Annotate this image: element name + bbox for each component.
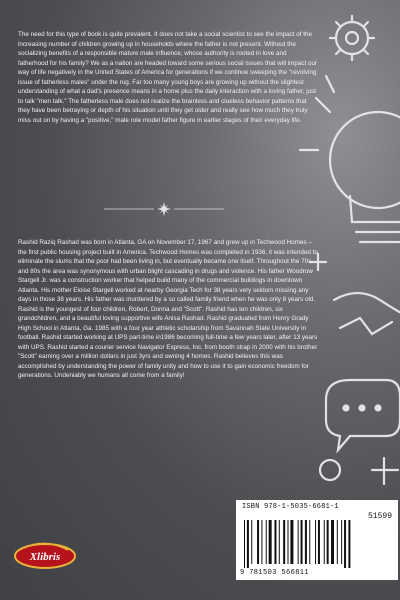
- barcode-bar: [309, 520, 310, 564]
- barcode-bar: [257, 520, 259, 564]
- barcode-bar: [337, 520, 338, 564]
- barcode-bar: [318, 520, 320, 564]
- barcode-bar: [274, 520, 276, 564]
- barcode-bar: [348, 520, 350, 568]
- barcode-bar: [315, 520, 316, 564]
- barcode-bar: [244, 520, 245, 568]
- barcode-bar: [288, 520, 289, 564]
- isbn-label: ISBN 978-1-5035-6681-1: [242, 503, 339, 511]
- barcode-bar: [298, 520, 299, 564]
- price-code: 51599: [367, 512, 392, 521]
- ornament-divider-icon: [104, 202, 224, 216]
- isbn-barcode-block: [236, 500, 398, 580]
- barcode-icon: [242, 520, 392, 568]
- publisher-name: Xlibris: [29, 551, 61, 563]
- barcode-bar: [266, 520, 267, 564]
- barcode-bar: [283, 520, 285, 564]
- barcode-bar: [327, 520, 329, 564]
- barcode-bar: [331, 520, 334, 564]
- barcode-bar: [279, 520, 280, 564]
- barcode-bar: [324, 520, 325, 564]
- barcode-bar: [251, 520, 252, 564]
- barcode-bar: [247, 520, 249, 568]
- barcode-bar: [344, 520, 346, 568]
- book-description: The need for this type of book is quite prevalent. It does not take a social scientist to see the impact of the increasing number of children growing up in households where the father is not present. Without the socializing benefits of a responsible mature male influence, whose authority is rooted in love and fatherhood for his family? We as a nation are headed toward some serious social issues that will impact our way of life negatively in the United States of America for generations if we continue sweeping the "revolving issue of fatherless males" under the rug. Far too many young boys are growing up without the slightest understanding of what a dad's presence means in a home plus the daily interaction with a loving father, just to talk "men talk." The fatherless male does not realize the brainless and clueless behavior patterns that they have been betraying or depth of his situation until they get older and really see how much they truly miss out on by having a "positive," male role model father figure in earlier stages of their everyday life.: [18, 31, 318, 124]
- barcode-bar: [269, 520, 272, 564]
- chat-bubble-icon: [326, 380, 400, 450]
- author-biography: Rashid Raziq Rashad was born in Atlanta, GA on November 17, 1967 and grew up in Techwood Homes – the first public housing project built in America. Techwood Homes was completed in 1936, it was intended to eliminate the slums that the poor had been living in, but eventually became one itself. Throughout the 70s and 80s the area was synonymous with urban blight cascading in drugs and violence. His father Woodrow Stargell Jr. was a construction worker that helped build many of the commercial buildings in downtown Atlanta. His mother Eloise Stargell worked at nearby Georgia Tech for 38 years very seldom missing any days in those 38 years. His father was murdered by a so called family friend when he was only 8 years old. Rashid is the youngest of four children, Robert, Donna and "Scott". Rashid has ten children, six grandchildren, and a beautiful loving supportive wife Anisa Rashad. Rashid graduated from Henry Grady High School in Atlanta, Ga. 1985 with a four year athletic scholarship from Savannah State University in football. Rashid started working at UPS part-time in1986 becoming full-time a few years later, after 13 years with UPS. Rashid started a courier service Navigator Express, Inc. from booth strap in 2000 with his brother "Scott" earning over a million dollars in just 3yrs and owning 4 homes. Rashid believes this was accomplished by understanding the power of family unity and how to use it to gain economic freedom for generations. Undeniably we humans all come from a family!: [18, 239, 318, 379]
- barcode-bar: [301, 520, 303, 564]
- barcode-bar: [261, 520, 262, 564]
- barcode-digits: 9 781503 566811: [240, 569, 310, 577]
- barcode-bar: [341, 520, 342, 564]
- barcode-bar: [290, 520, 293, 564]
- gear-icon: [330, 16, 374, 60]
- publisher-logo: [14, 540, 76, 572]
- barcode-bar: [305, 520, 307, 564]
